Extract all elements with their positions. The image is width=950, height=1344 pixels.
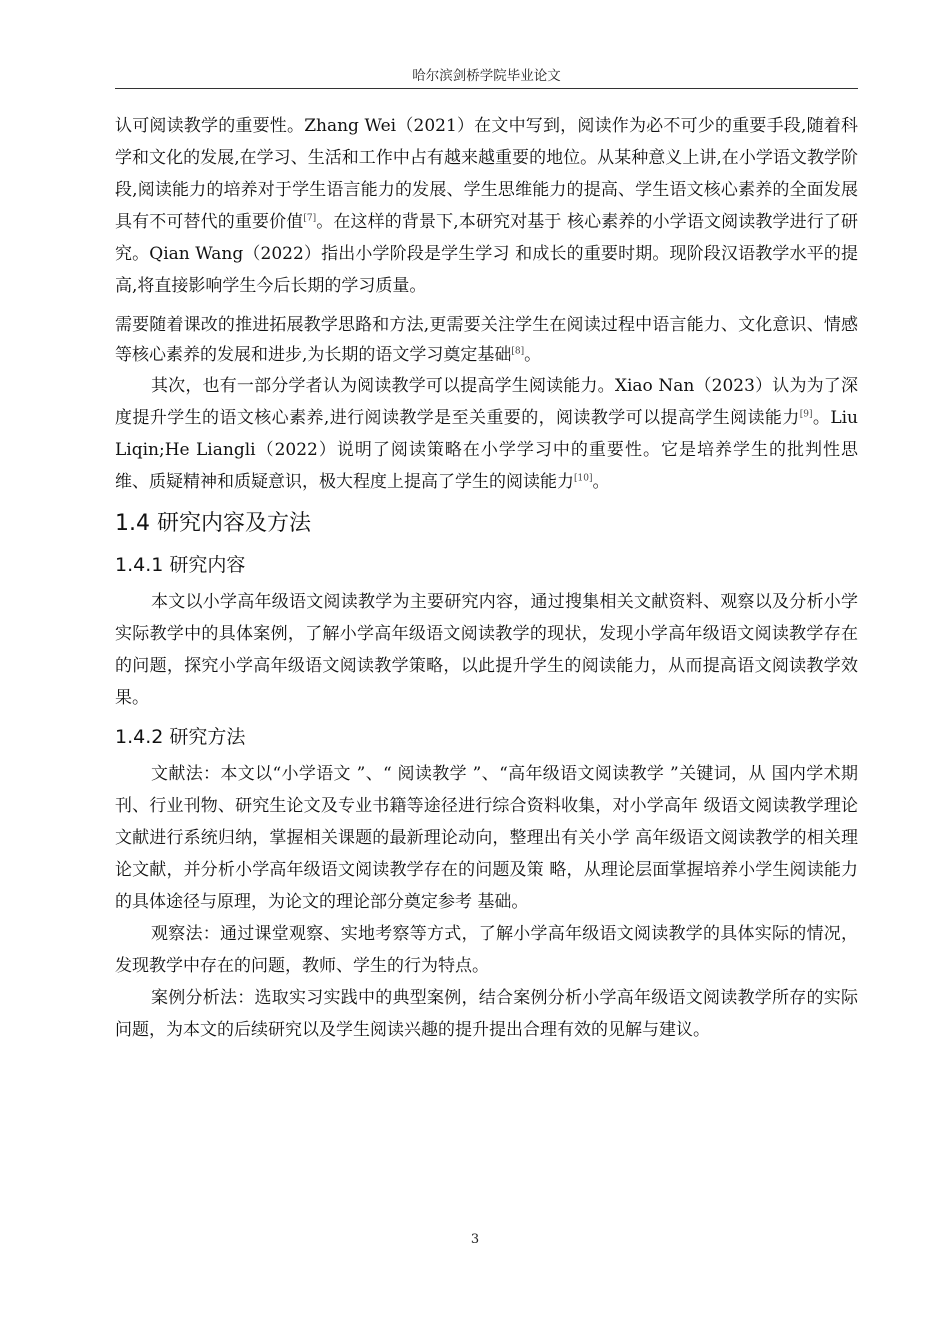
paragraph-reading-importance [115,110,858,302]
paragraph-text: 。Liu Liqin;He Liangli（2022）说明了阅读策略在小学学习中的重要性。它是培养学生的批判性思维、质疑精神和质疑意识，极大程度上提高了学生的阅读能力 [115,408,858,492]
subsection-heading-1-4-1: 1.4.1 研究内容 [115,554,246,576]
paragraph-research-content: 本文以小学高年级语文阅读教学为主要研究内容，通过搜集相关文献资料、观察以及分析小学实际教学中的具体案例，了解小学高年级语文阅读教学的现状，发现小学高年级语文阅读教学存在的问题，探究小学高年级语文阅读教学策略，以此提升学生的阅读能力，从而提高语文阅读教学效果。 [115,592,858,708]
paragraph-text: 。 [592,472,610,492]
citation-ref: [8] [511,346,525,357]
paragraph-text: 其次，也有一部分学者认为阅读教学可以提高学生阅读能力。Xiao Nan（2023）认为为了深度提升学生的语文核心素养,进行阅读教学是至关重要的，阅读教学可以提高学生阅读能力 [115,376,858,428]
paragraph-reading-ability [115,370,858,498]
paragraph-text: 。在这样的背景下,本研究对基于 核心素养的小学语文阅读教学进行了研究。Qian Wang（2022）指出小学阶段是学生学习 和成长的重要时期。现阶段汉语教学水平的提高,将直接影响学生今后长期的学习质量。 [115,212,858,296]
section-heading-1-4: 1.4 研究内容及方法 [115,511,311,536]
paragraph-observation-method: 观察法：通过课堂观察、实地考察等方式，了解小学高年级语文阅读教学的具体实际的情况，发现教学中存在的问题，教师、学生的行为特点。 [115,924,858,976]
citation-ref: [7] [303,213,317,224]
paragraph-text: 。 [524,345,542,365]
body-content [115,110,858,1046]
paragraph-text: 需要随着课改的推进拓展教学思路和方法,更需要关注学生在阅读过程中语言能力、文化意识、情感等核心素养的发展和进步,为长期的语文学习奠定基础 [115,315,858,365]
paragraph-case-analysis-method: 案例分析法：选取实习实践中的典型案例，结合案例分析小学高年级语文阅读教学所存的实际问题，为本文的后续研究以及学生阅读兴趣的提升提出合理有效的见解与建议。 [115,988,858,1040]
citation-ref: [9] [799,409,813,420]
page-number: 3 [470,1232,480,1247]
paragraph-curriculum-reform [115,310,858,370]
paragraph-literature-method: 文献法：本文以“小学语文 ”、“ 阅读教学 ”、“高年级语文阅读教学 ”关键词，从 国内学术期刊、行业刊物、研究生论文及专业书籍等途径进行综合资料收集，对小学高年 级语文阅读教学理论文献进行系统归纳，掌握相关课题的最新理论动向，整理出有关小学 高年级语文阅读教学的相关理论文献，并分析小学高年级语文阅读教学存在的问题及策 略，从理论层面掌握培养小学生阅读能力的具体途径与原理，为论文的理论部分奠定参考 基础。 [115,764,858,912]
paragraph-text: 认可阅读教学的重要性。Zhang Wei（2021）在文中写到，阅读作为必不可少的重要手段,随着科学和文化的发展,在学习、生活和工作中占有越来越重要的地位。从某种意义上讲,在小学语文教学阶段,阅读能力的培养对于学生语言能力的发展、学生思维能力的提高、学生语文核心素养的全面发展具有不可替代的重要价值 [115,116,858,232]
subsection-heading-1-4-2: 1.4.2 研究方法 [115,726,246,748]
running-header: 哈尔滨剑桥学院毕业论文 [115,64,858,89]
citation-ref: [10] [574,473,593,484]
